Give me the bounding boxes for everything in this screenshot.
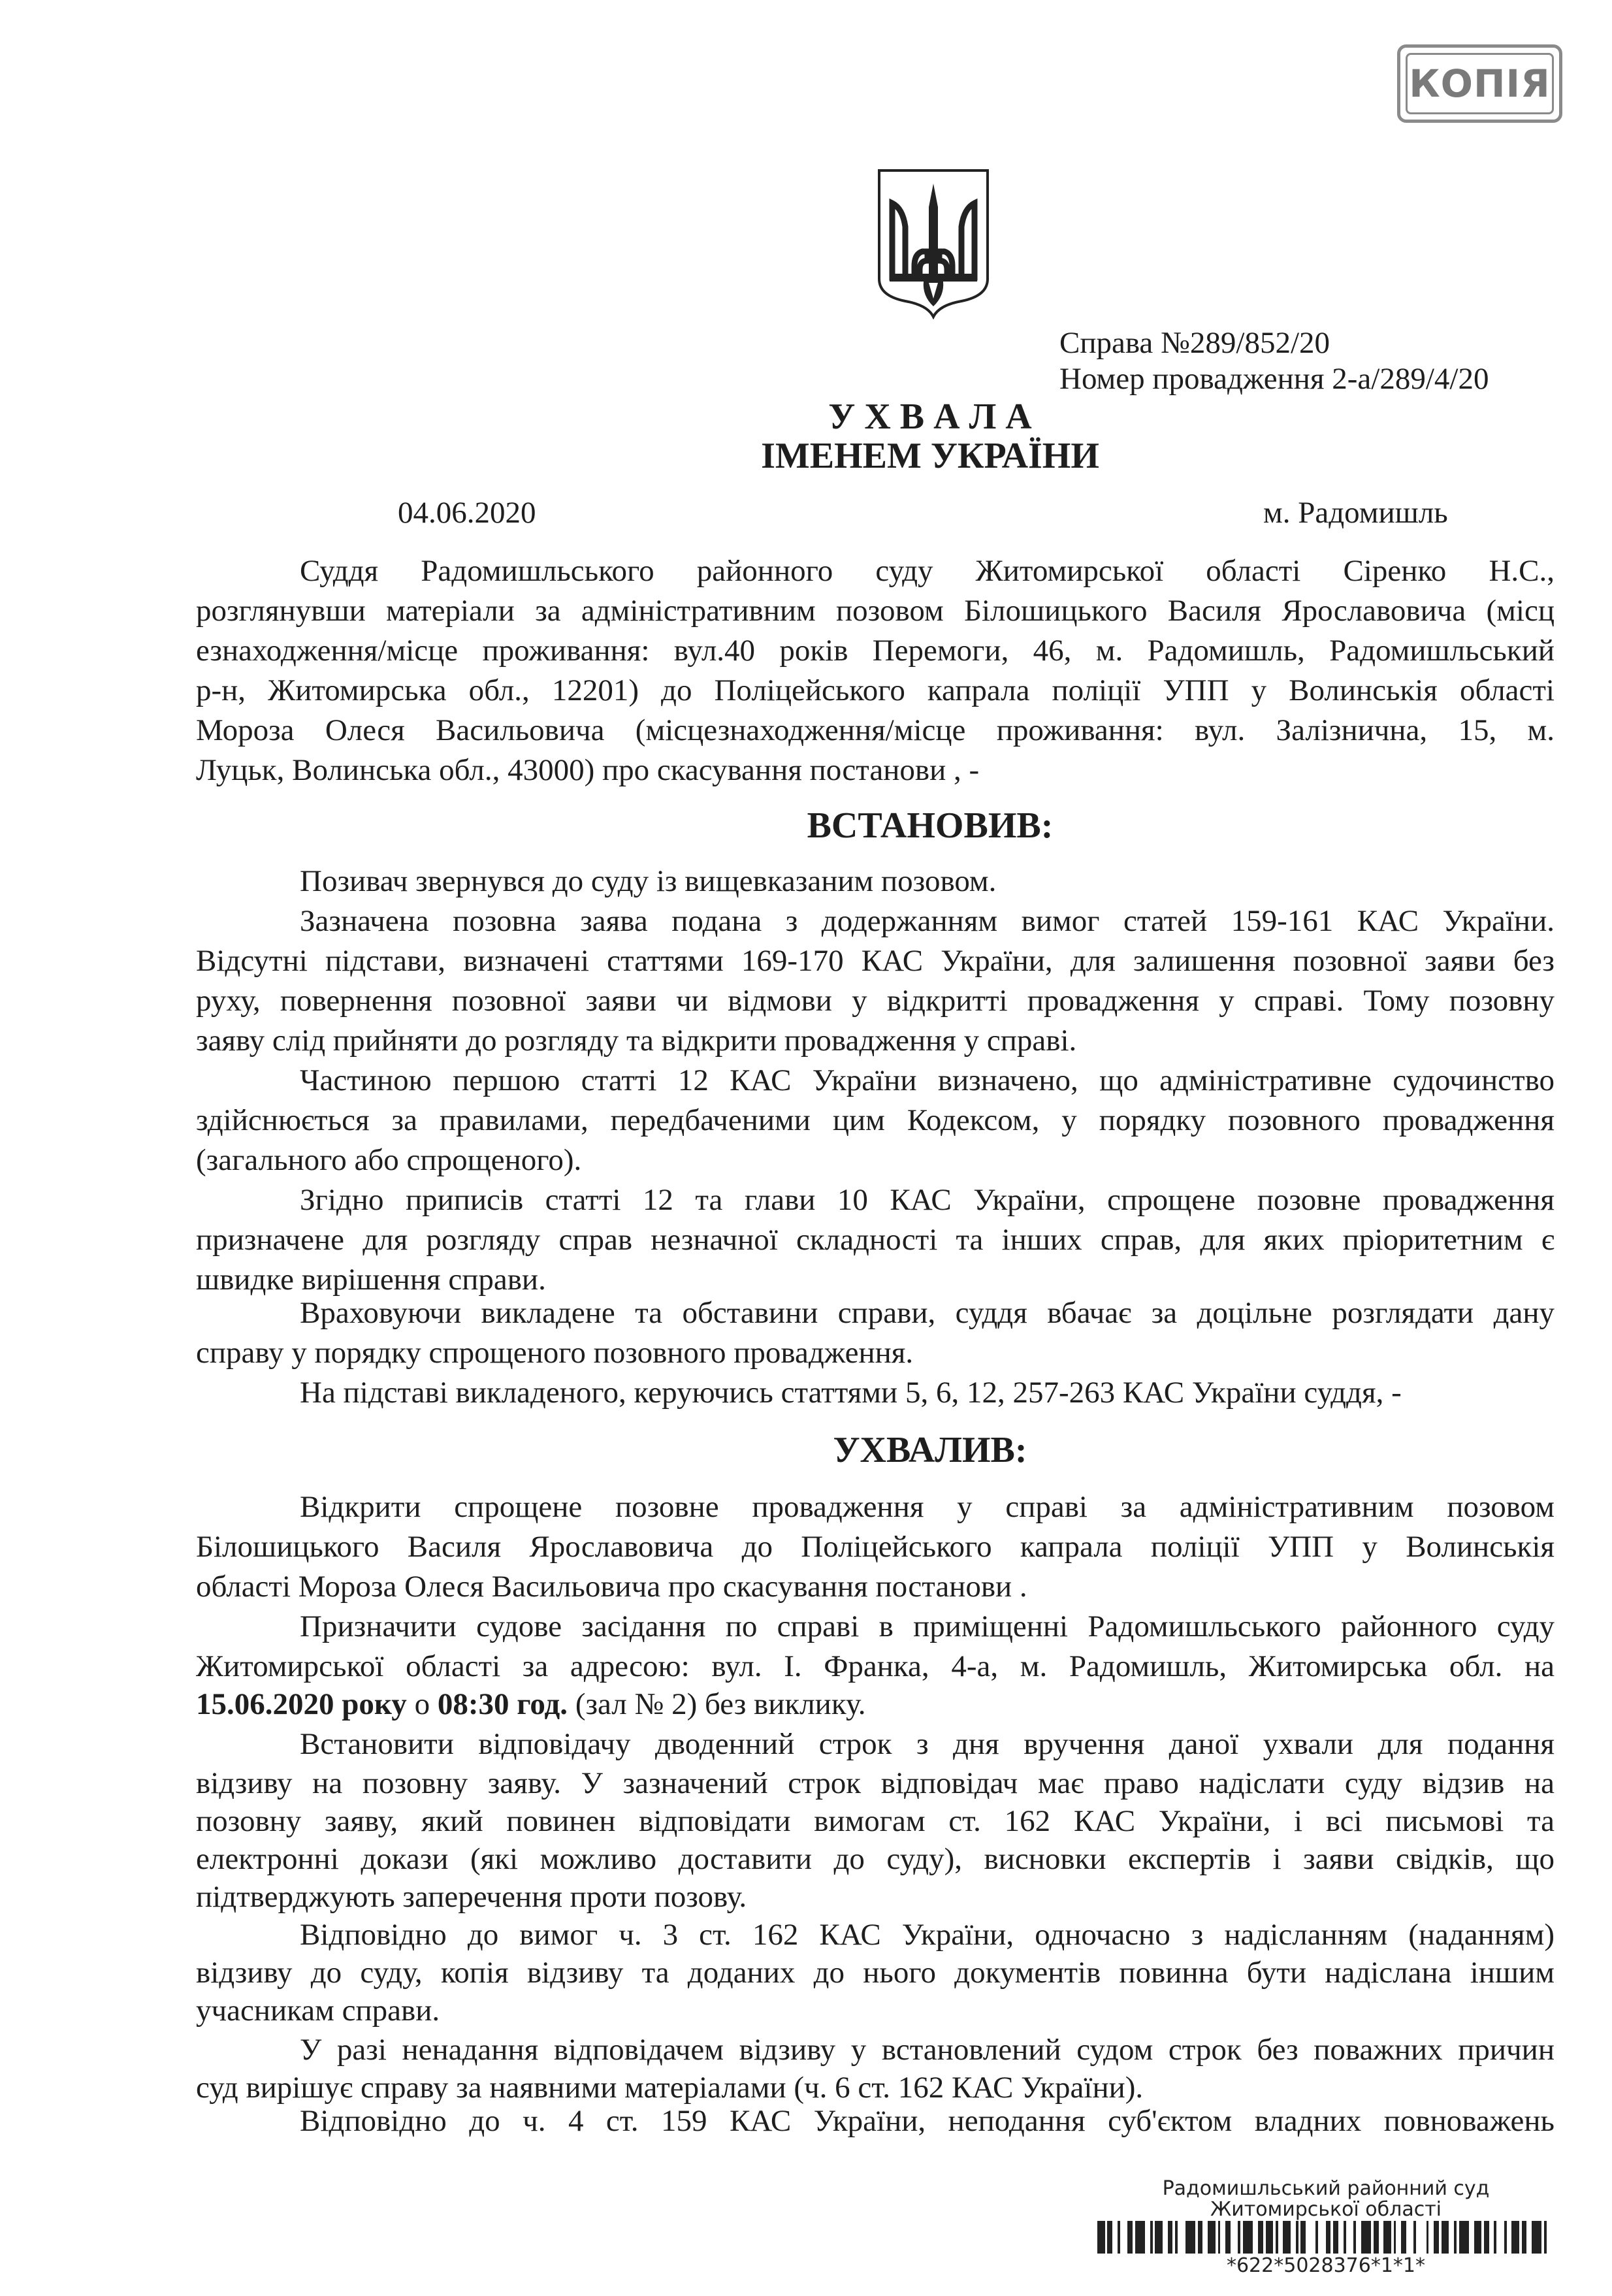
body-line: учасникам справи. — [196, 1994, 440, 2028]
body-line: електронні докази (які можливо доставити до суду), висновки експертів і заяви свідків, що — [196, 1842, 1555, 1876]
hearing-line — [196, 1685, 1555, 1724]
body-line: здійснюється за правилами, передбаченими цим Кодексом, у порядку позовного провадження — [196, 1103, 1555, 1137]
body-line: У разі ненадання відповідачем відзиву у встановлений судом строк без поважних причин — [300, 2033, 1555, 2067]
proceeding-number: Номер провадження 2-а/289/4/20 — [1059, 362, 1489, 396]
body-line: справу у порядку спрощеного позовного провадження. — [196, 1336, 914, 1370]
body-line: Враховуючи викладене та обставини справи, суддя вбачає за доцільне розглядати дану — [300, 1296, 1555, 1330]
body-line: області Мороза Олеся Васильовича про скасування постанови . — [196, 1570, 1027, 1604]
body-line: відзиву на позовну заяву. У зазначений строк відповідач має право надіслати суду відзив на — [196, 1766, 1555, 1800]
intro-line: р-н, Житомирська обл., 12201) до Поліцейського капрала поліції УПП у Волинськія області — [196, 673, 1555, 707]
body-line: Призначити судове засідання по справі в приміщенні Радомишльського районного суду — [300, 1609, 1555, 1643]
hearing-at: о — [406, 1687, 438, 1721]
document-type-title: У Х В А Л А — [828, 396, 1032, 437]
court-label-line2: Житомирської області — [1210, 2198, 1442, 2221]
body-line: Відповідно до вимог ч. 3 ст. 162 КАС України, одночасно з надісланням (наданням) — [300, 1918, 1555, 1952]
intro-line: Мороза Олеся Васильовича (місцезнаходження/місце проживання: вул. Залізнична, 15, м. — [196, 713, 1555, 747]
decision-city: м. Радомишль — [1263, 496, 1448, 530]
body-line: Житомирської області за адресою: вул. І. Франка, 4-а, м. Радомишль, Житомирська обл. на — [196, 1649, 1555, 1683]
body-line: Згідно приписів статті 12 та глави 10 КАС України, спрощене позовне провадження — [300, 1183, 1555, 1217]
body-line: Відсутні підстави, визначені статтями 169-170 КАС України, для залишення позовної заяви без — [196, 944, 1555, 978]
intro-line: Суддя Радомишльського районного суду Житомирської області Сіренко Н.С., — [300, 554, 1555, 588]
body-line: підтверджують заперечення проти позову. — [196, 1880, 747, 1914]
intro-line: розглянувши матеріали за адміністративним позовом Білошицького Василя Ярославовича (місц — [196, 594, 1555, 628]
body-line: заяву слід прийняти до розгляду та відкрити провадження у справі. — [196, 1024, 1077, 1058]
barcode — [1097, 2221, 1555, 2254]
body-line: Відкрити спрощене позовне провадження у справі за адміністративним позовом — [300, 1490, 1555, 1524]
body-line: На підставі викладеного, керуючись статтями 5, 6, 12, 257-263 КАС України суддя, - — [300, 1376, 1402, 1410]
hearing-rest: (зал № 2) без виклику. — [568, 1687, 866, 1721]
body-line: Позивач звернувся до суду із вищевказаним позовом. — [300, 864, 997, 898]
court-label-line1: Радомишльський районний суд — [1162, 2177, 1490, 2200]
intro-line: Луцьк, Волинська обл., 43000) про скасування постанови , - — [196, 753, 980, 787]
body-line: швидке вирішення справи. — [196, 1263, 546, 1297]
copy-stamp-label: КОПІЯ — [1409, 61, 1551, 106]
body-line: Білошицького Василя Ярославовича до Поліцейського капрала поліції УПП у Волинськія — [196, 1530, 1555, 1564]
document-subtitle: ІМЕНЕМ УКРАЇНИ — [761, 436, 1099, 476]
coat-of-arms-trident-icon — [877, 168, 990, 319]
body-line: Встановити відповідачу дводенний строк з дня вручення даної ухвали для подання — [300, 1727, 1555, 1761]
hearing-time: 08:30 год. — [437, 1687, 568, 1721]
body-line: позовну заяву, який повинен відповідати вимогам ст. 162 КАС України, і всі письмові та — [196, 1804, 1555, 1838]
body-line: руху, повернення позовної заяви чи відмови у відкритті провадження у справі. Тому позовну — [196, 984, 1555, 1018]
body-line: Відповідно до ч. 4 ст. 159 КАС України, неподання суб'єктом владних повноважень — [300, 2104, 1555, 2138]
body-line: призначене для розгляду справ незначної складності та інших справ, для яких пріоритетним є — [196, 1223, 1555, 1257]
decision-date: 04.06.2020 — [398, 496, 536, 530]
case-number: Справа №289/852/20 — [1059, 326, 1330, 360]
intro-line: езнаходження/місце проживання: вул.40 років Перемоги, 46, м. Радомишль, Радомишльський — [196, 634, 1555, 668]
copy-stamp — [1397, 44, 1562, 123]
section-heading-established: ВСТАНОВИВ: — [807, 805, 1054, 846]
section-heading-decided: УХВАЛИВ: — [833, 1430, 1027, 1470]
body-line: відзиву до суду, копія відзиву та доданих до нього документів повинна бути надіслана іншим — [196, 1956, 1555, 1990]
body-line: Частиною першою статті 12 КАС України визначено, що адміністративне судочинство — [300, 1063, 1555, 1097]
hearing-date: 15.06.2020 року — [196, 1687, 407, 1721]
body-line: суд вирішує справу за наявними матеріалами (ч. 6 ст. 162 КАС України). — [196, 2071, 1144, 2105]
body-line: (загального або спрощеного). — [196, 1143, 582, 1177]
barcode-number: *622*5028376*1*1* — [1226, 2254, 1426, 2277]
copy-stamp-frame — [1406, 53, 1554, 114]
body-line: Зазначена позовна заява подана з додержанням вимог статей 159-161 КАС України. — [300, 904, 1555, 938]
